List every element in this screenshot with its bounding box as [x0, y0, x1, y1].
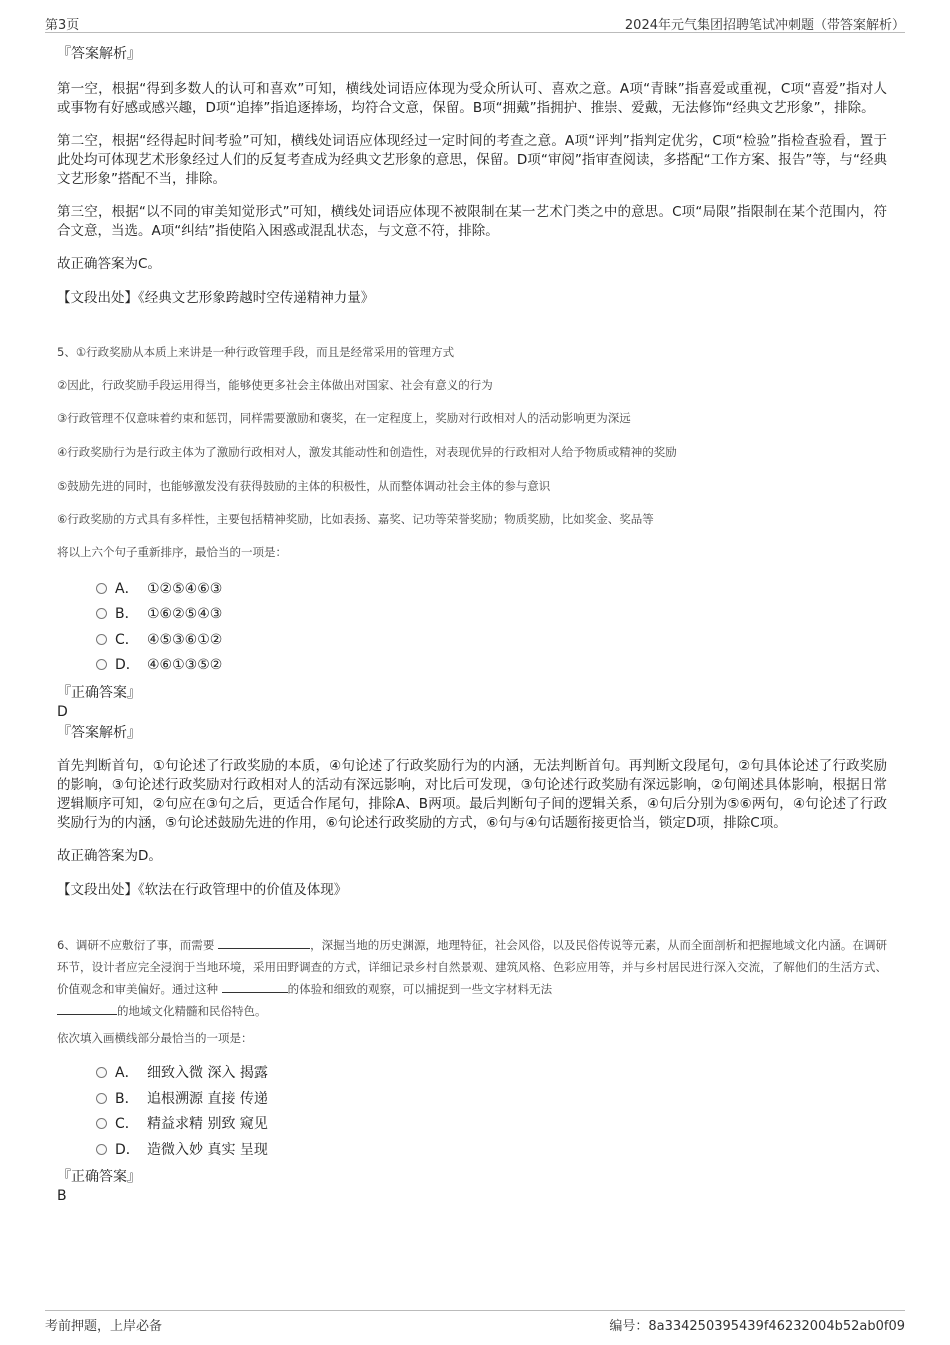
q6-option-d[interactable]: D． 造微入妙 真实 呈现: [96, 1141, 268, 1159]
q5-analysis-title: 『答案解析』: [57, 725, 141, 741]
blank-1: [218, 936, 310, 949]
q5-conclusion: 故正确答案为D。: [57, 848, 162, 864]
q4-analysis-para-3: 第三空，根据“以不同的审美知觉形式”可知，横线处词语应体现不被限制在某一艺术门类之中的意思。C项“局限”指限制在某个范围内，符合文意，当选。A项“纠结”指使陷入困惑或混乱状态，与文意不符，排除。: [57, 204, 887, 239]
q5-answer-block: [57, 684, 887, 900]
page-number: 第3页: [45, 18, 80, 33]
q5-line-2: ②因此，行政奖励手段运用得当，能够使更多社会主体做出对国家、社会有意义的行为: [57, 378, 493, 392]
q5-answer-title: 『正确答案』: [57, 685, 141, 701]
radio-icon[interactable]: [96, 1093, 107, 1104]
q6-option-b[interactable]: B． 追根溯源 直接 传递: [96, 1090, 268, 1108]
q6-prompt: 依次填入画横线部分最恰当的一项是：: [57, 1031, 253, 1045]
q5-option-c[interactable]: C． ④⑤③⑥①②: [96, 631, 222, 649]
q6-answer: B: [57, 1188, 67, 1204]
q5-analysis: 首先判断首句，①句论述了行政奖励的本质，④句论述了行政奖励行为的内涵，无法判断首句。再判断文段尾句，②句具体论述了行政奖励的影响，③句论述行政奖励对行政相对人的活动有深远影响，对比后可发现，③句论述行政奖励有深远影响，②句阐述具体影响，根据日常逻辑顺序可知，②句应在③句之后，更适合作尾句，排除A、B两项。最后判断句子间的逻辑关系，④句后分别为⑤⑥两句，④句论述了行政奖励行为的内涵，⑤句论述鼓励先进的作用，⑥句论述行政奖励的方式，⑥句与④句话题衔接更恰当，锁定D项，排除C项。: [57, 758, 887, 831]
q5-line-1: 5、①行政奖励从本质上来讲是一种行政管理手段，而且是经常采用的管理方式: [57, 345, 455, 359]
q5-line-6: ⑥行政奖励的方式具有多样性，主要包括精神奖励，比如表扬、嘉奖、记功等荣誉奖励；物质奖励，比如奖金、奖品等: [57, 512, 654, 526]
page-header: [45, 12, 905, 33]
document-id: 编号：8a334250395439f46232004b52ab0f09: [609, 1319, 905, 1334]
radio-icon[interactable]: [96, 634, 107, 645]
blank-3: [57, 1002, 117, 1015]
radio-icon[interactable]: [96, 608, 107, 619]
q5-option-d[interactable]: D． ④⑥①③⑤②: [96, 656, 222, 674]
q5-answer: D: [57, 704, 68, 720]
q4-source: 【文段出处】《经典文艺形象跨越时空传递精神力量》: [57, 290, 375, 306]
q5-line-5: ⑤鼓励先进的同时，也能够激发没有获得鼓励的主体的积极性，从而整体调动社会主体的参与意识: [57, 479, 551, 493]
q6-stem: 6、调研不应敷衍了事，而需要 ，深掘当地的历史渊源，地理特征，社会风俗，以及民俗传说等元素，从而全面剖析和把握地域文化内涵。在调研环节，设计者应完全浸润于当地环境，采用田野调查的方式，详细记录乡村自然景观、建筑风格、色彩应用等，并与乡村居民进行深入交流，了解他们的生活方式、价值观念和审美偏好。通过这种 的体验和细致的观察，可以捕捉到一些文字材料无法 的地域文化精髓和民俗特色。: [57, 938, 887, 1018]
radio-icon[interactable]: [96, 583, 107, 594]
q5-line-3: ③行政管理不仅意味着约束和惩罚，同样需要激励和褒奖，在一定程度上，奖励对行政相对人的活动影响更为深远: [57, 411, 631, 425]
radio-icon[interactable]: [96, 1067, 107, 1078]
q5-line-4: ④行政奖励行为是行政主体为了激励行政相对人，激发其能动性和创造性，对表现优异的行政相对人给予物质或精神的奖励: [57, 445, 677, 459]
q6-option-a[interactable]: A． 细致入微 深入 揭露: [96, 1064, 268, 1082]
q4-conclusion: 故正确答案为C。: [57, 256, 161, 272]
page-footer: [45, 1310, 905, 1335]
radio-icon[interactable]: [96, 1144, 107, 1155]
q5-prompt: 将以上六个句子重新排序，最恰当的一项是：: [57, 545, 287, 559]
q4-analysis-title: 『答案解析』: [57, 46, 141, 62]
q5-source: 【文段出处】《软法在行政管理中的价值及体现》: [57, 882, 348, 898]
q4-analysis-para-2: 第二空，根据“经得起时间考验”可知，横线处词语应体现经过一定时间的考查之意。A项“评判”指判定优劣，C项“检验”指检查验看，置于此处均可体现艺术形象经过人们的反复考查成为经典文艺形象的意思，保留。D项“审阅”指审查阅读，多搭配“工作方案、报告”等，与“经典文艺形象”搭配不当，排除。: [57, 133, 887, 187]
q6-option-c[interactable]: C． 精益求精 别致 窥见: [96, 1115, 268, 1133]
blank-2: [222, 980, 288, 993]
q6-answer-title: 『正确答案』: [57, 1169, 141, 1185]
q4-analysis: [57, 44, 887, 308]
q4-analysis-para-1: 第一空，根据“得到多数人的认可和喜欢”可知，横线处词语应体现为受众所认可、喜欢之意。A项“青睐”指喜爱或重视，C项“喜爱”指对人或事物有好感或感兴趣，D项“追捧”指追逐捧场，均符合文意，保留。B项“拥戴”指拥护、推崇、爱戴，无法修饰“经典文艺形象”，排除。: [57, 81, 887, 116]
document-title: 2024年元气集团招聘笔试冲刺题（带答案解析）: [624, 18, 905, 33]
radio-icon[interactable]: [96, 1118, 107, 1129]
radio-icon[interactable]: [96, 659, 107, 670]
q6-answer-block: [57, 1168, 887, 1206]
footer-slogan: 考前押题，上岸必备: [45, 1319, 163, 1334]
q5-option-a[interactable]: A． ①②⑤④⑥③: [96, 580, 222, 598]
q5-option-b[interactable]: B． ①⑥②⑤④③: [96, 605, 222, 623]
